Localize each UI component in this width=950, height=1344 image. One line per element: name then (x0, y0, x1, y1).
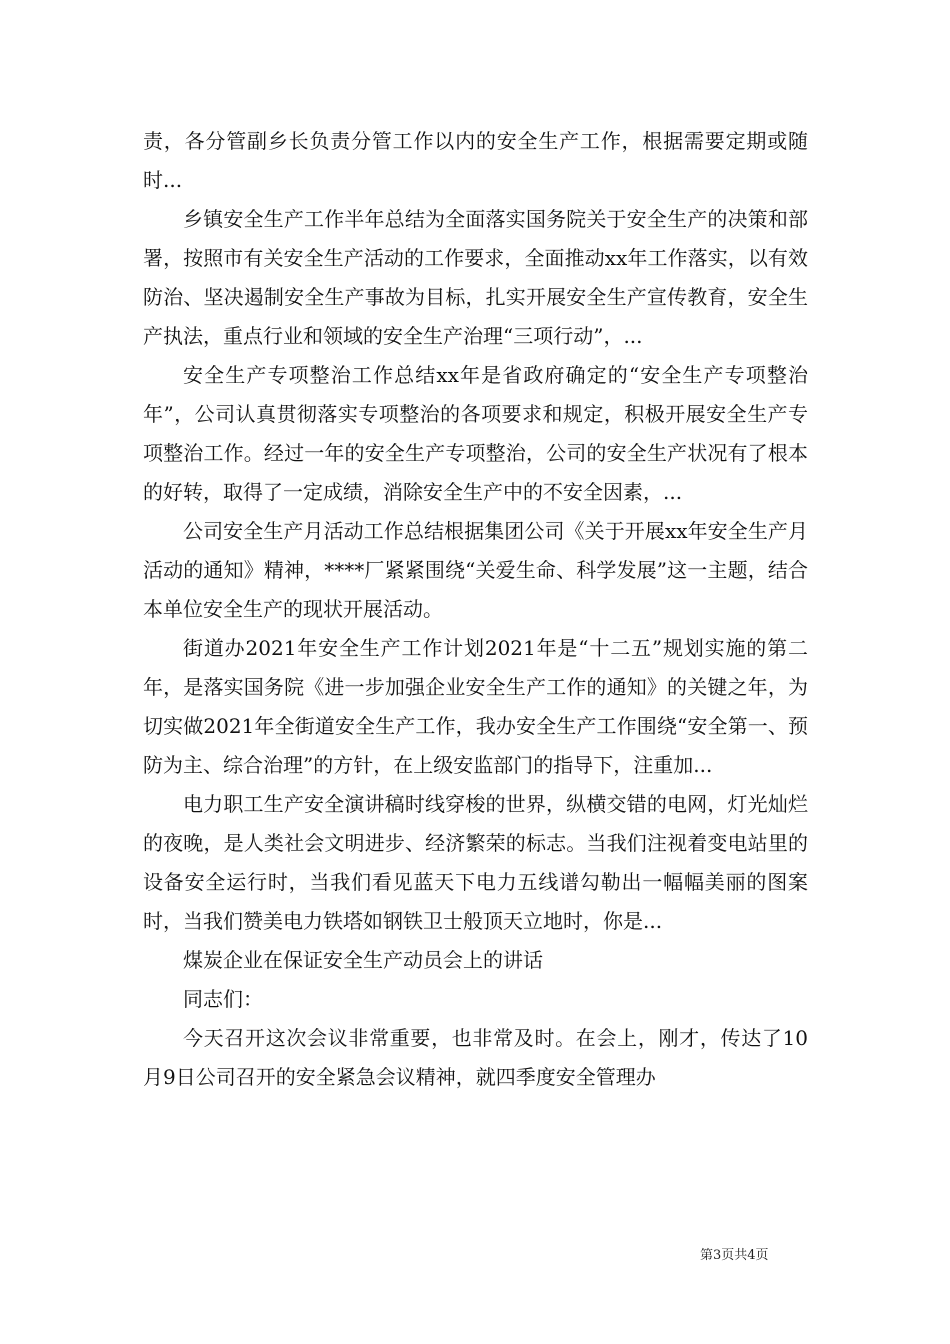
paragraph-2: 乡镇安全生产工作半年总结为全面落实国务院关于安全生产的决策和部署，按照市有关安全生产活动的工作要求，全面推动xx年工作落实，以有效防治、坚决遏制安全生产事故为目标，扎实开展安全生产宣传教育，安全生产执法，重点行业和领域的安全生产治理“三项行动”，... (143, 207, 808, 348)
paragraph-4: 公司安全生产月活动工作总结根据集团公司《关于开展xx年安全生产月活动的通知》精神，****厂紧紧围绕“关爱生命、科学发展”这一主题，结合本单位安全生产的现状开展活动。 (143, 519, 808, 621)
paragraph-1: 责，各分管副乡长负责分管工作以内的安全生产工作，根据需要定期或随时... (143, 129, 808, 192)
paragraph-9: 今天召开这次会议非常重要，也非常及时。在会上，刚才，传达了10月9日公司召开的安全紧急会议精神，就四季度安全管理办 (143, 1026, 808, 1089)
paragraph-6: 电力职工生产安全演讲稿时线穿梭的世界，纵横交错的电网，灯光灿烂的夜晚，是人类社会文明进步、经济繁荣的标志。当我们注视着变电站里的设备安全运行时，当我们看见蓝天下电力五线谱勾勒出一幅幅美丽的图案时，当我们赞美电力铁塔如钢铁卫士般顶天立地时，你是... (143, 792, 808, 933)
page-number: 第3页共4页 (700, 1248, 769, 1263)
paragraph-3: 安全生产专项整治工作总结xx年是省政府确定的“安全生产专项整治年”，公司认真贯彻落实专项整治的各项要求和规定，积极开展安全生产专项整治工作。经过一年的安全生产专项整治，公司的安全生产状况有了根本的好转，取得了一定成绩，消除安全生产中的不安全因素，... (143, 363, 808, 504)
document-body (143, 122, 808, 1097)
paragraph-5: 街道办2021年安全生产工作计划2021年是“十二五”规划实施的第二年，是落实国务院《进一步加强企业安全生产工作的通知》的关键之年，为切实做2021年全街道安全生产工作，我办安全生产工作围绕“安全第一、预防为主、综合治理”的方针，在上级安监部门的指导下，注重加... (143, 636, 808, 777)
paragraph-7: 煤炭企业在保证安全生产动员会上的讲话 (183, 948, 543, 972)
paragraph-8: 同志们： (183, 987, 263, 1011)
